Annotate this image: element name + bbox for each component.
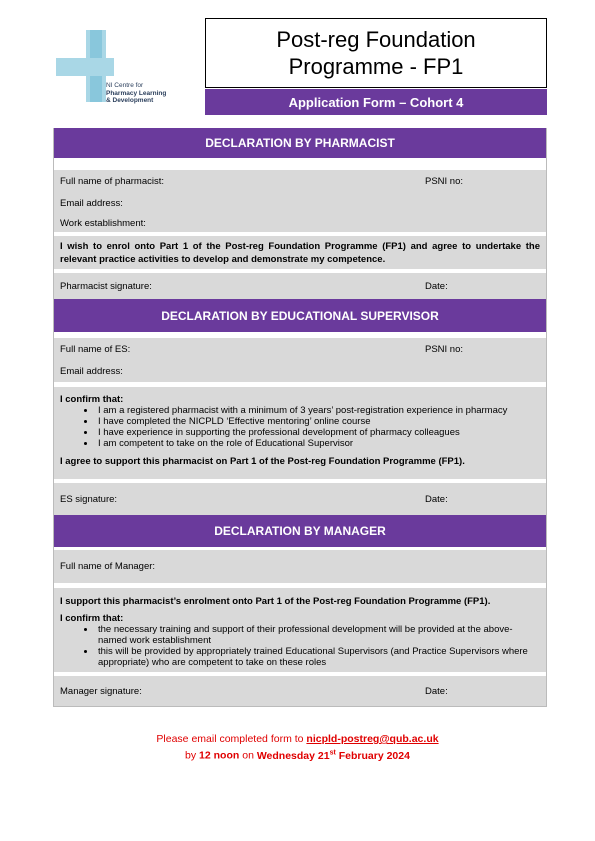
- es-email-field[interactable]: [54, 360, 546, 382]
- manager-signature-label: Manager signature:: [60, 685, 142, 697]
- logo-line-3: & Development: [106, 97, 154, 104]
- manager-confirmation: [54, 588, 546, 672]
- manager-date-label: Date:: [425, 685, 448, 697]
- es-name-field[interactable]: [54, 338, 546, 360]
- pharmacist-email-field[interactable]: [54, 192, 546, 214]
- form-subtitle: Application Form – Cohort 4: [205, 89, 547, 115]
- deadline-day: Wednesday 21: [256, 749, 330, 762]
- cross-icon-bar: [56, 58, 114, 76]
- manager-name-field[interactable]: [54, 550, 546, 583]
- deadline-month-year: February 2024: [335, 749, 410, 762]
- pharmacist-work-label: Work establishment:: [60, 217, 146, 229]
- es-confirm-list: [60, 405, 540, 449]
- es-name-label: Full name of ES:: [60, 343, 131, 355]
- pharmacist-date-label: Date:: [425, 280, 448, 292]
- pharmacist-section-heading: DECLARATION BY PHARMACIST: [54, 128, 546, 158]
- manager-confirm-label: I confirm that:: [60, 613, 124, 624]
- list-item: • I am competent to take on the role of Educational Supervisor: [96, 438, 540, 449]
- page-title: [205, 18, 547, 88]
- deadline-date: [257, 750, 410, 762]
- manager-name-label: Full name of Manager:: [60, 561, 156, 572]
- es-psni-label: PSNI no:: [425, 343, 464, 355]
- deadline-ordinal: st: [329, 749, 336, 756]
- es-agree-statement: I agree to support this pharmacist on Part 1 of the Post-reg Foundation Programme (FP1).: [60, 456, 465, 467]
- footer-prefix: Please email completed form to: [156, 733, 307, 745]
- logo-text: [106, 82, 166, 105]
- es-signature-label: ES signature:: [60, 493, 118, 505]
- manager-signature-field[interactable]: [54, 676, 546, 706]
- title-line-1: Post-reg Foundation: [276, 27, 476, 52]
- manager-section-heading: DECLARATION BY MANAGER: [54, 515, 546, 547]
- pharmacist-signature-field[interactable]: [54, 273, 546, 299]
- deadline-time: 12 noon: [199, 749, 240, 762]
- pharmacist-statement: I wish to enrol onto Part 1 of the Post-reg Foundation Programme (FP1) and agree to undertake the relevant practice activities to develop and demonstrate my competence.: [54, 236, 546, 269]
- es-confirmation: [54, 387, 546, 479]
- pharmacist-psni-label: PSNI no:: [425, 175, 464, 187]
- manager-confirm-list: [60, 624, 540, 668]
- pharmacist-signature-label: Pharmacist signature:: [60, 280, 152, 292]
- title-line-2: Programme - FP1: [288, 54, 464, 79]
- manager-support-statement: I support this pharmacist’s enrolment onto Part 1 of the Post-reg Foundation Programme (FP1).: [60, 596, 491, 607]
- list-item: • this will be provided by appropriately trained Educational Supervisors (and Practice Supervisors where appropriate) who are competent to take on these roles: [96, 646, 530, 668]
- submission-instructions: [0, 733, 595, 763]
- pharmacist-name-field[interactable]: [54, 170, 546, 192]
- footer-on: on: [239, 749, 257, 762]
- supervisor-section-heading: DECLARATION BY EDUCATIONAL SUPERVISOR: [54, 299, 546, 332]
- es-confirm-label: I confirm that:: [60, 394, 124, 405]
- email-link[interactable]: nicpld-postreg@qub.ac.uk: [306, 733, 439, 745]
- es-signature-field[interactable]: [54, 483, 546, 515]
- application-form: [53, 128, 547, 707]
- logo-line-2: Pharmacy Learning: [106, 89, 167, 97]
- footer-by: by: [185, 749, 200, 762]
- pharmacist-work-field[interactable]: [54, 214, 546, 232]
- es-email-label: Email address:: [60, 365, 123, 377]
- list-item: • I have experience in supporting the professional development of pharmacy colleagues: [96, 427, 540, 438]
- pharmacist-email-label: Email address:: [60, 197, 123, 209]
- list-item: • I am a registered pharmacist with a minimum of 3 years’ post-registration experience in pharmacy: [96, 405, 540, 416]
- es-date-label: Date:: [425, 493, 448, 505]
- logo-line-1: NI Centre for: [106, 82, 144, 89]
- pharmacist-name-label: Full name of pharmacist:: [60, 175, 165, 187]
- list-item: • the necessary training and support of their professional development will be provided at the above-named work establishment: [96, 624, 530, 646]
- list-item: • I have completed the NICPLD ‘Effective mentoring’ online course: [96, 416, 540, 427]
- nicpld-logo: [56, 30, 196, 110]
